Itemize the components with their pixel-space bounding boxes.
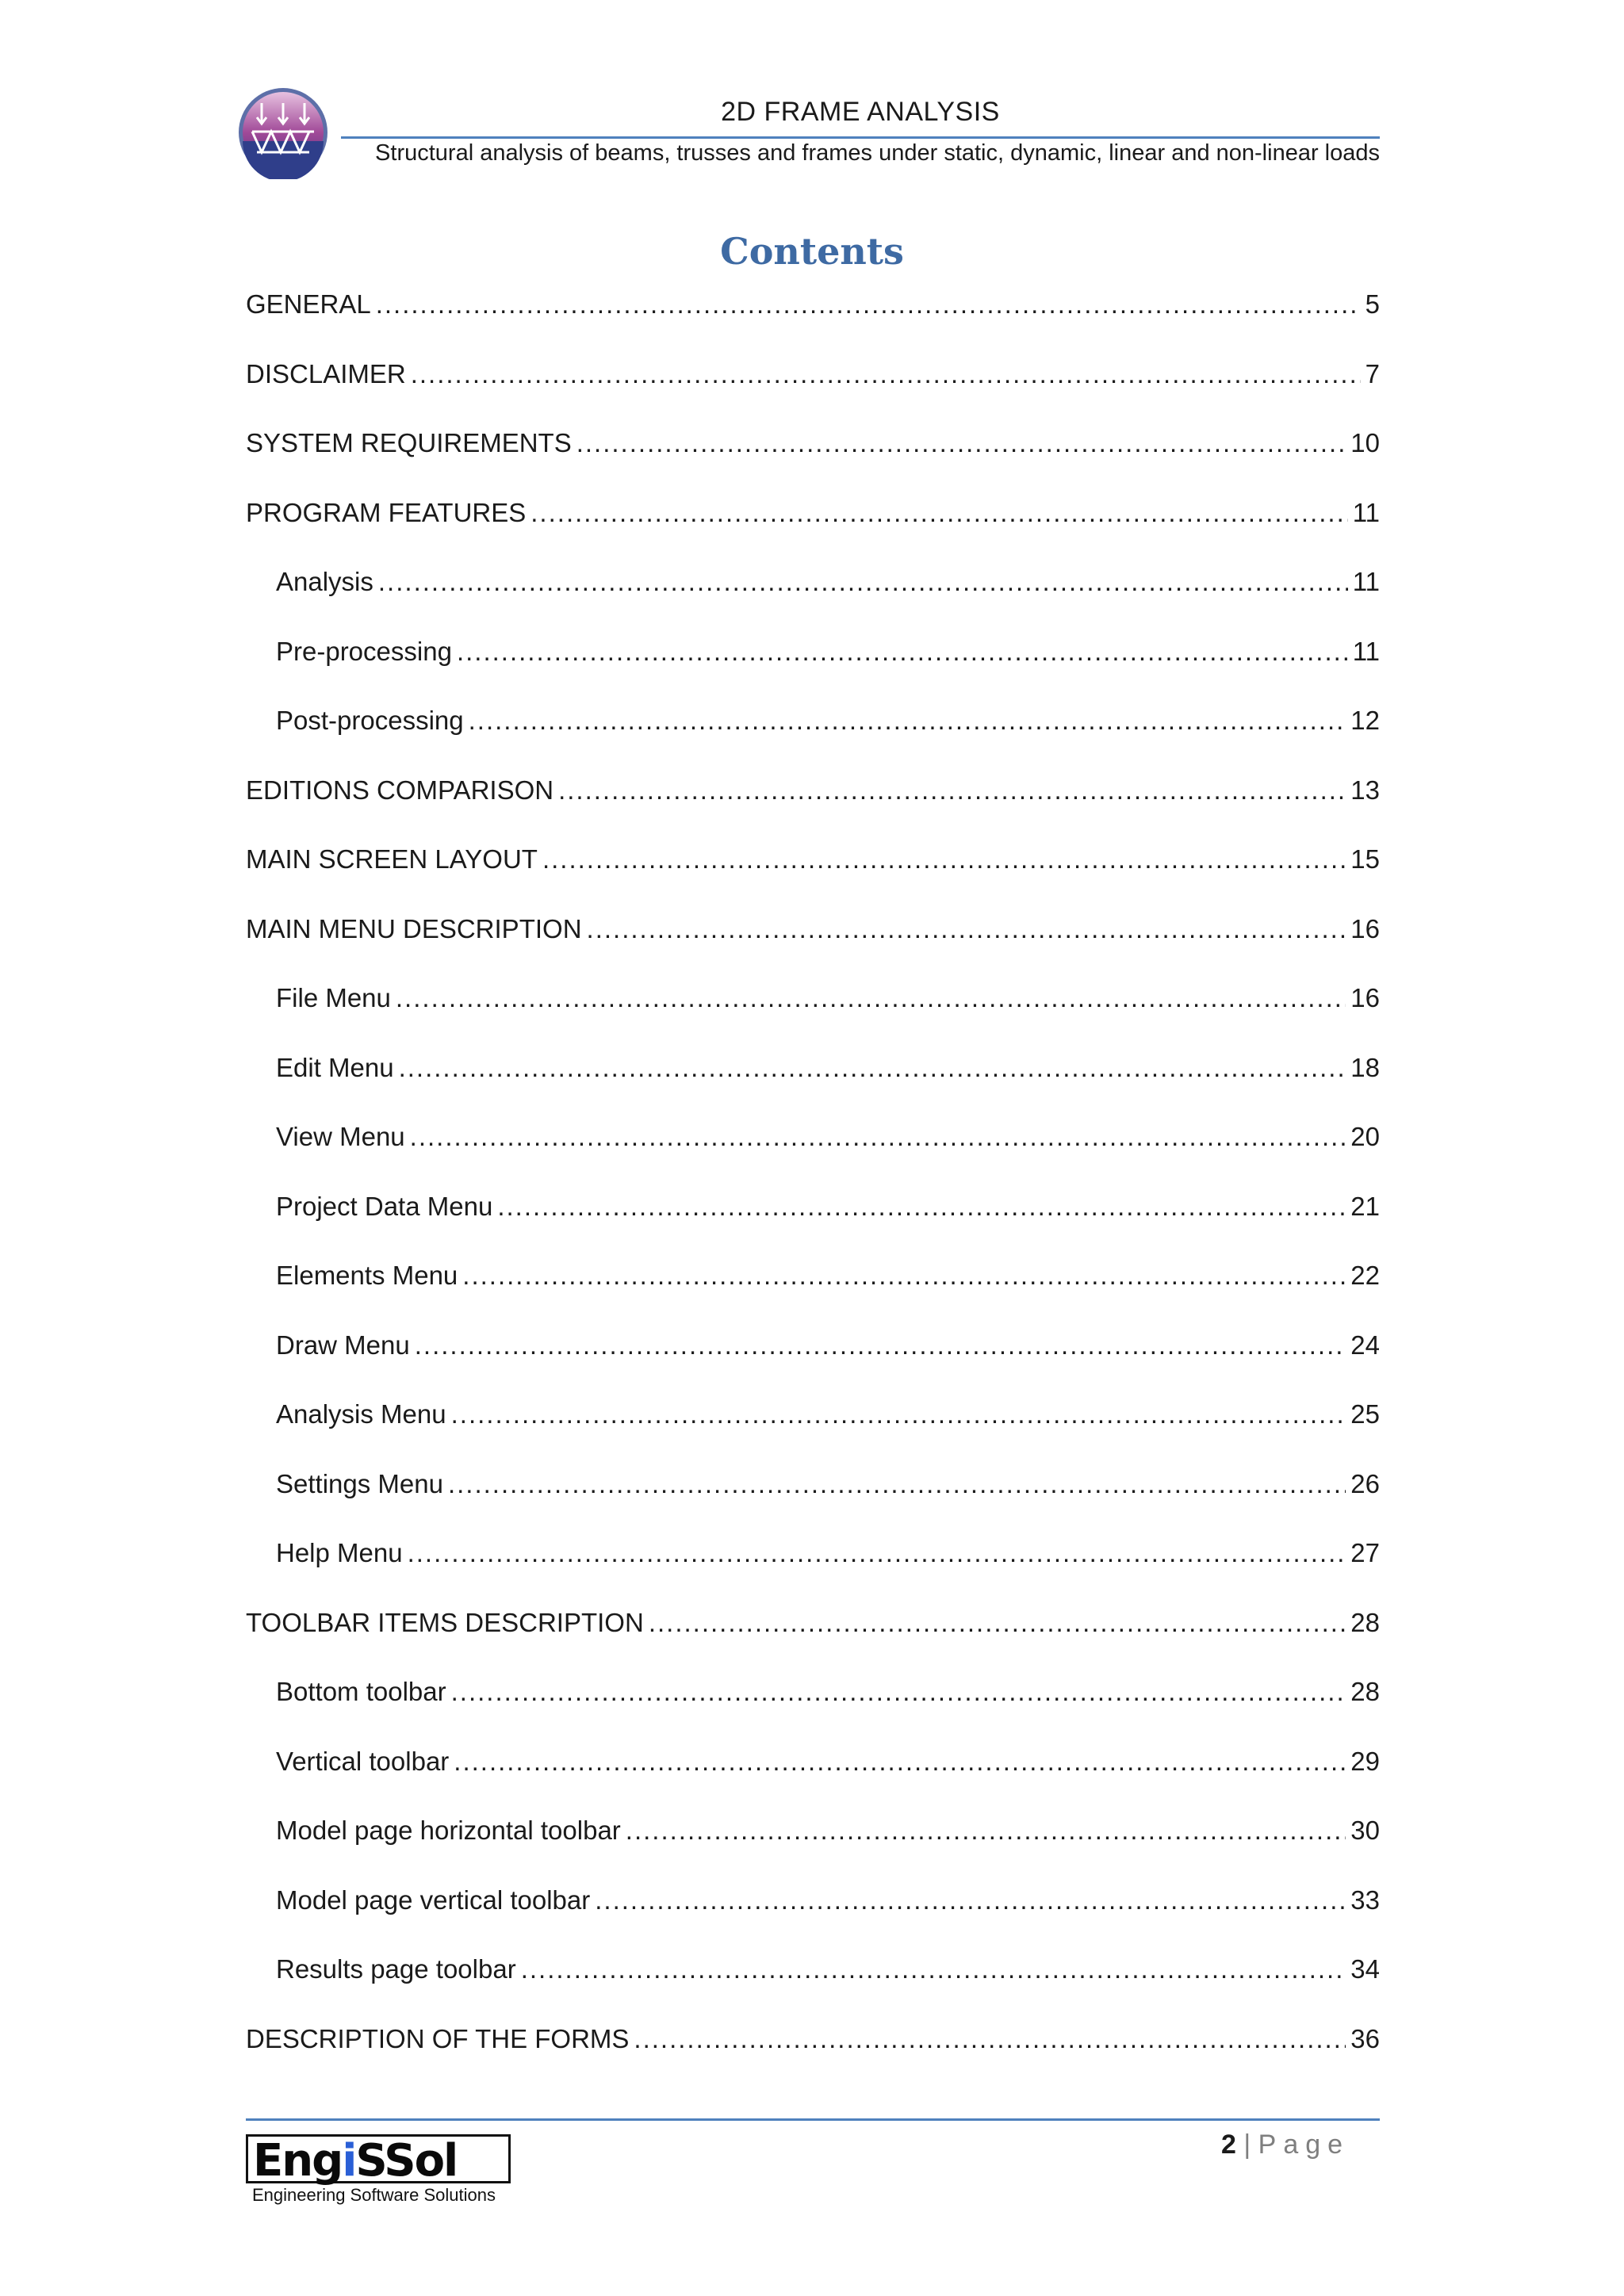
toc-dot-leader xyxy=(457,631,1348,672)
logo-text-i: i xyxy=(342,2135,356,2187)
toc-entry-page: 29 xyxy=(1350,1746,1380,1776)
toc-dot-leader xyxy=(521,1949,1346,1990)
toc-entry[interactable] xyxy=(246,770,1380,840)
toc-dot-leader xyxy=(634,2019,1346,2060)
toc-entry[interactable] xyxy=(246,561,1380,631)
page-number xyxy=(1221,2130,1380,2160)
toc-entry-page: 16 xyxy=(1350,983,1380,1012)
toc-entry[interactable] xyxy=(246,1810,1380,1880)
engissol-logo xyxy=(246,2134,514,2204)
toc-entry-label: View Menu xyxy=(276,1122,405,1151)
toc-dot-leader xyxy=(399,1047,1346,1089)
toc-entry[interactable] xyxy=(246,1880,1380,1950)
toc-entry[interactable] xyxy=(246,2019,1380,2088)
truss-logo-icon xyxy=(236,86,330,179)
toc-entry-page: 5 xyxy=(1365,289,1380,319)
toc-entry-label: Analysis Menu xyxy=(276,1399,446,1429)
toc-dot-leader xyxy=(408,1533,1346,1574)
toc-dot-leader xyxy=(410,1116,1346,1158)
toc-entry-label: Post-processing xyxy=(276,706,464,735)
toc-dot-leader xyxy=(469,700,1346,741)
toc-entry-page: 26 xyxy=(1350,1468,1380,1498)
toc-entry-page: 18 xyxy=(1350,1052,1380,1082)
toc-entry-page: 34 xyxy=(1350,1954,1380,1984)
toc-dot-leader xyxy=(576,423,1346,464)
toc-entry-page: 27 xyxy=(1350,1538,1380,1567)
toc-entry-label: Project Data Menu xyxy=(276,1191,493,1221)
toc-dot-leader xyxy=(626,1810,1346,1851)
toc-entry-label: MAIN MENU DESCRIPTION xyxy=(246,913,582,943)
toc-entry[interactable] xyxy=(246,909,1380,978)
toc-entry[interactable] xyxy=(246,1047,1380,1117)
engissol-logo-wordmark xyxy=(246,2134,511,2187)
toc-entry[interactable] xyxy=(246,284,1380,354)
toc-entry-page: 10 xyxy=(1350,428,1380,457)
toc-dot-leader xyxy=(587,909,1346,950)
toc-entry-label: Draw Menu xyxy=(276,1330,410,1360)
toc-entry-label: DISCLAIMER xyxy=(246,358,406,388)
toc-entry-page: 11 xyxy=(1352,636,1380,666)
toc-entry-page: 11 xyxy=(1352,497,1380,527)
page-separator: | xyxy=(1243,2130,1251,2160)
contents-heading: Contents xyxy=(720,230,904,273)
toc-entry-label: Help Menu xyxy=(276,1538,403,1567)
toc-dot-leader xyxy=(497,1186,1346,1227)
logo-text-eng: Eng xyxy=(253,2135,343,2187)
toc-entry[interactable] xyxy=(246,1394,1380,1464)
toc-entry-label: Results page toolbar xyxy=(276,1954,516,1984)
toc-entry-page: 25 xyxy=(1350,1399,1380,1429)
toc-entry-label: Pre-processing xyxy=(276,636,452,666)
toc-entry-page: 28 xyxy=(1350,1607,1380,1637)
toc-entry-label: Analysis xyxy=(276,567,373,596)
toc-entry-page: 13 xyxy=(1350,775,1380,805)
toc-entry-label: TOOLBAR ITEMS DESCRIPTION xyxy=(246,1607,644,1637)
toc-entry-label: Elements Menu xyxy=(276,1261,458,1290)
toc-dot-leader xyxy=(454,1741,1346,1782)
toc-dot-leader xyxy=(530,492,1347,534)
toc-entry-page: 15 xyxy=(1350,844,1380,874)
header-title: 2D FRAME ANALYSIS xyxy=(721,97,1000,127)
toc-entry[interactable] xyxy=(246,1116,1380,1186)
toc-entry-label: File Menu xyxy=(276,983,391,1012)
toc-entry-page: 33 xyxy=(1350,1885,1380,1915)
toc-entry-page: 36 xyxy=(1350,2023,1380,2053)
toc-entry[interactable] xyxy=(246,1949,1380,2019)
toc-entry[interactable] xyxy=(246,1464,1380,1533)
toc-entry-label: Vertical toolbar xyxy=(276,1746,450,1776)
toc-entry[interactable] xyxy=(246,1741,1380,1811)
toc-entry-page: 21 xyxy=(1350,1191,1380,1221)
toc-entry-page: 20 xyxy=(1350,1122,1380,1151)
toc-entry-label: EDITIONS COMPARISON xyxy=(246,775,554,805)
header-subtitle: Structural analysis of beams, trusses and frames under static, dynamic, linear and non-linear loads xyxy=(375,140,1380,166)
toc-entry-label: Model page vertical toolbar xyxy=(276,1885,591,1915)
toc-entry-label: GENERAL xyxy=(246,289,371,319)
toc-entry[interactable] xyxy=(246,354,1380,423)
toc-entry[interactable] xyxy=(246,631,1380,701)
toc-dot-leader xyxy=(451,1394,1346,1435)
toc-entry[interactable] xyxy=(246,700,1380,770)
toc-entry[interactable] xyxy=(246,1255,1380,1325)
toc-entry-label: PROGRAM FEATURES xyxy=(246,497,527,527)
toc-dot-leader xyxy=(595,1880,1346,1921)
toc-entry-label: Settings Menu xyxy=(276,1468,443,1498)
toc-dot-leader xyxy=(649,1602,1346,1644)
toc-entry[interactable] xyxy=(246,1671,1380,1741)
toc-entry-page: 11 xyxy=(1352,567,1380,596)
toc-entry[interactable] xyxy=(246,1325,1380,1395)
toc-dot-leader xyxy=(376,284,1361,325)
toc-dot-leader xyxy=(411,354,1361,395)
toc-entry-label: Bottom toolbar xyxy=(276,1677,446,1706)
page-number-value: 2 xyxy=(1221,2130,1236,2160)
toc-entry-page: 30 xyxy=(1350,1816,1380,1845)
toc-dot-leader xyxy=(415,1325,1346,1366)
toc-entry[interactable] xyxy=(246,839,1380,909)
logo-tagline: Engineering Software Solutions xyxy=(252,2185,496,2205)
toc-entry[interactable] xyxy=(246,492,1380,562)
toc-entry-label: SYSTEM REQUIREMENTS xyxy=(246,428,572,457)
table-of-contents xyxy=(246,284,1380,2087)
toc-entry-label: Model page horizontal toolbar xyxy=(276,1816,621,1845)
toc-entry[interactable] xyxy=(246,423,1380,492)
toc-entry-label: Edit Menu xyxy=(276,1052,394,1082)
toc-dot-leader xyxy=(396,978,1346,1019)
logo-text-ssol: SSol xyxy=(355,2135,458,2187)
toc-entry[interactable] xyxy=(246,1602,1380,1672)
footer-divider xyxy=(246,2118,1380,2121)
toc-entry-page: 16 xyxy=(1350,913,1380,943)
toc-dot-leader xyxy=(542,839,1346,880)
toc-entry[interactable] xyxy=(246,978,1380,1047)
toc-dot-leader xyxy=(558,770,1346,811)
toc-entry-page: 22 xyxy=(1350,1261,1380,1290)
toc-entry-label: MAIN SCREEN LAYOUT xyxy=(246,844,538,874)
toc-dot-leader xyxy=(462,1255,1346,1296)
toc-entry-label: DESCRIPTION OF THE FORMS xyxy=(246,2023,630,2053)
toc-dot-leader xyxy=(378,561,1348,603)
toc-entry-page: 7 xyxy=(1365,358,1380,388)
toc-dot-leader xyxy=(448,1464,1346,1505)
toc-entry[interactable] xyxy=(246,1533,1380,1602)
page-word: Page xyxy=(1258,2130,1350,2160)
toc-entry-page: 24 xyxy=(1350,1330,1380,1360)
toc-entry[interactable] xyxy=(246,1186,1380,1256)
toc-entry-page: 28 xyxy=(1350,1677,1380,1706)
toc-entry-page: 12 xyxy=(1350,706,1380,735)
toc-dot-leader xyxy=(451,1671,1346,1712)
